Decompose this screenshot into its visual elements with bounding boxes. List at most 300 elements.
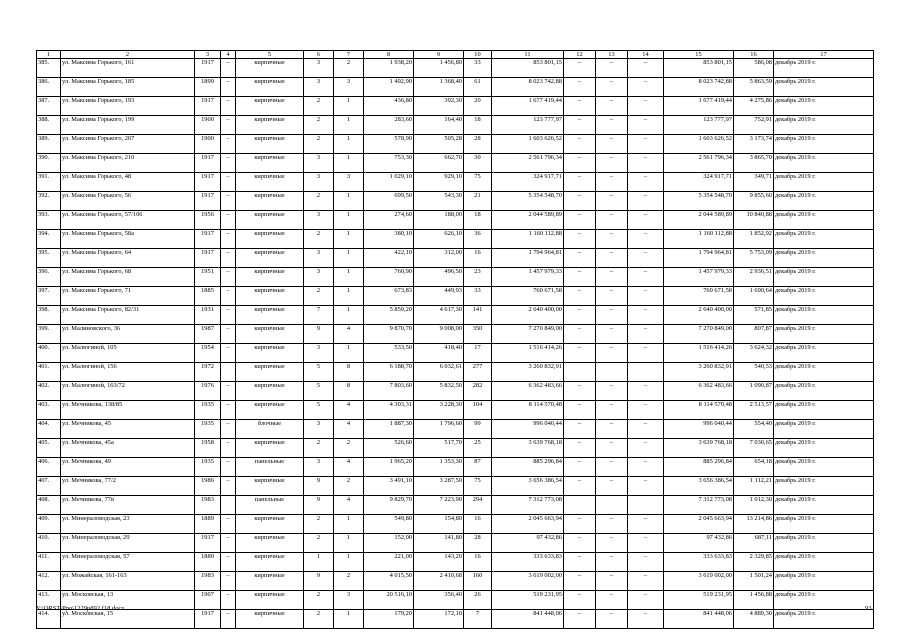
cell-total-area: 283,60 [364, 116, 414, 135]
cell-address: ул. Малюгиной, 105 [61, 344, 195, 363]
cell-cost-col-14: – [628, 420, 664, 439]
cell-year-reconstruction: – [221, 420, 236, 439]
column-number-8: 8 [364, 51, 414, 59]
cell-wall-material: кирпичные [236, 363, 304, 382]
cell-year-reconstruction: – [221, 515, 236, 534]
page-number: 93 [865, 605, 872, 612]
cell-living-area: 1 353,30 [414, 458, 464, 477]
cell-specific-cost: 4 275,86 [734, 97, 774, 116]
cell-cost-col-13: – [596, 230, 628, 249]
cell-cost-col-13: – [596, 610, 628, 629]
column-number-row [37, 51, 874, 59]
cell-total-cost: 1 677 419,44 [492, 97, 564, 116]
cell-floors: 3 [304, 154, 334, 173]
cell-entrances: 1 [334, 97, 364, 116]
cell-regional-funds: 7 270 849,00 [664, 325, 734, 344]
cell-living-area: 3 228,30 [414, 401, 464, 420]
cell-year-reconstruction: – [221, 591, 236, 610]
column-number-2: 2 [61, 51, 195, 59]
cell-cost-col-14 [628, 363, 664, 382]
cell-total-area: 179,20 [364, 610, 414, 629]
table-row [37, 553, 874, 572]
cell-entrances: 3 [334, 78, 364, 97]
cell-year-built: 1900 [195, 116, 221, 135]
cell-entrances: 1 [334, 192, 364, 211]
cell-total-area: 1 029,10 [364, 173, 414, 192]
cell-regional-funds: 3 619 002,00 [664, 572, 734, 591]
cell-living-area: 4 617,30 [414, 306, 464, 325]
cell-cost-col-12: – [564, 230, 596, 249]
cell-entrances: 1 [334, 135, 364, 154]
cell-cost-col-12: – [564, 173, 596, 192]
cell-cost-col-12: – [564, 306, 596, 325]
cell-total-area: 274,60 [364, 211, 414, 230]
cell-regional-funds: 2 045 663,94 [664, 515, 734, 534]
cell-specific-cost: 10 840,88 [734, 211, 774, 230]
cell-year-reconstruction: – [221, 78, 236, 97]
cell-cost-col-13: – [596, 382, 628, 401]
cell-specific-cost: 654,18 [734, 458, 774, 477]
cell-regional-funds: 333 633,83 [664, 553, 734, 572]
cell-living-area: 517,70 [414, 439, 464, 458]
cell-deadline: декабрь 2019 г. [774, 553, 874, 572]
cell-entrances: 1 [334, 515, 364, 534]
cell-floors: 2 [304, 116, 334, 135]
cell-cost-col-12: – [564, 477, 596, 496]
cell-living-area: 7 223,90 [414, 496, 464, 515]
cell-residents: 30 [464, 154, 492, 173]
cell-cost-col-13 [596, 496, 628, 515]
cell-living-area: 1 456,80 [414, 59, 464, 78]
cell-total-area: 526,60 [364, 439, 414, 458]
cell-cost-col-14: – [628, 135, 664, 154]
cell-year-built: 1954 [195, 344, 221, 363]
cell-cost-col-13: – [596, 458, 628, 477]
cell-specific-cost: 2 329,85 [734, 553, 774, 572]
cell-wall-material: кирпичные [236, 59, 304, 78]
table-row [37, 192, 874, 211]
cell-entrances: 8 [334, 363, 364, 382]
table-row [37, 59, 874, 78]
cell-entrances: 1 [334, 268, 364, 287]
cell-regional-funds: 885 296,84 [664, 458, 734, 477]
cell-residents: 33 [464, 287, 492, 306]
cell-entrances: 1 [334, 211, 364, 230]
cell-regional-funds: 1 603 626,52 [664, 135, 734, 154]
cell-address: ул. Максима Горького, 57/106 [61, 211, 195, 230]
cell-cost-col-14: – [628, 344, 664, 363]
cell-total-area: 4 015,50 [364, 572, 414, 591]
cell-living-area: 9 008,00 [414, 325, 464, 344]
cell-living-area: 1 368,40 [414, 78, 464, 97]
cell-living-area: 143,20 [414, 553, 464, 572]
column-number-16: 16 [734, 51, 774, 59]
cell-wall-material: кирпичные [236, 325, 304, 344]
cell-total-area: 20 516,10 [364, 591, 414, 610]
cell-year-reconstruction: – [221, 553, 236, 572]
table-row [37, 496, 874, 515]
cell-deadline: декабрь 2019 г. [774, 192, 874, 211]
cell-regional-funds: 1 794 964,81 [664, 249, 734, 268]
cell-total-area: 380,10 [364, 230, 414, 249]
cell-wall-material: кирпичные [236, 211, 304, 230]
cell-year-reconstruction [221, 496, 236, 515]
cell-residents: 75 [464, 477, 492, 496]
cell-address: ул. Максима Горького, 207 [61, 135, 195, 154]
cell-deadline: декабрь 2019 г. [774, 325, 874, 344]
cell-living-area: 154,80 [414, 515, 464, 534]
cell-address: ул. Максима Горького, 48 [61, 173, 195, 192]
cell-cost-col-13: – [596, 344, 628, 363]
cell-deadline: декабрь 2019 г. [774, 59, 874, 78]
cell-total-cost: 996 040,44 [492, 420, 564, 439]
cell-total-cost: 1 160 112,88 [492, 230, 564, 249]
cell-regional-funds: 996 040,44 [664, 420, 734, 439]
cell-floors: 3 [304, 344, 334, 363]
cell-cost-col-14: – [628, 211, 664, 230]
table-row [37, 78, 874, 97]
cell-year-built: 1917 [195, 534, 221, 553]
cell-regional-funds: 1 457 979,33 [664, 268, 734, 287]
cell-deadline: декабрь 2019 г. [774, 211, 874, 230]
cell-regional-funds: 1 516 414,26 [664, 344, 734, 363]
table-row [37, 458, 874, 477]
cell-living-area: 626,10 [414, 230, 464, 249]
cell-total-cost: 1 603 626,52 [492, 135, 564, 154]
cell-regional-funds: 8 023 742,88 [664, 78, 734, 97]
cell-address: ул. Мечникова, 138/85 [61, 401, 195, 420]
cell-living-area: 543,30 [414, 192, 464, 211]
cell-floors: 2 [304, 591, 334, 610]
column-number-13: 13 [596, 51, 628, 59]
cell-total-area: 5 859,20 [364, 306, 414, 325]
cell-year-built: 1986 [195, 477, 221, 496]
cell-cost-col-12: – [564, 192, 596, 211]
cell-entrances: 4 [334, 458, 364, 477]
cell-cost-col-12: – [564, 591, 596, 610]
table-row [37, 344, 874, 363]
cell-cost-col-14: – [628, 78, 664, 97]
cell-residents: 18 [464, 211, 492, 230]
cell-address: ул. Максима Горького, 210 [61, 154, 195, 173]
column-number-11: 11 [492, 51, 564, 59]
footer-file-path: Y:\ORST\Ppo\1229p892.f18.docx [36, 605, 125, 612]
cell-total-area: 6 188,70 [364, 363, 414, 382]
cell-cost-col-12: – [564, 458, 596, 477]
cell-cost-col-14 [628, 496, 664, 515]
cell-address: ул. Малиновского, 36 [61, 325, 195, 344]
column-number-6: 6 [304, 51, 334, 59]
cell-deadline: декабрь 2019 г. [774, 363, 874, 382]
cell-deadline: декабрь 2019 г. [774, 439, 874, 458]
cell-year-reconstruction: – [221, 230, 236, 249]
cell-address: ул. Максима Горького, 68 [61, 268, 195, 287]
cell-cost-col-14: – [628, 59, 664, 78]
cell-entrances: 1 [334, 610, 364, 629]
cell-year-reconstruction: – [221, 572, 236, 591]
cell-cost-col-13: – [596, 154, 628, 173]
cell-living-area: 356,40 [414, 591, 464, 610]
cell-specific-cost: 1 852,92 [734, 230, 774, 249]
cell-cost-col-14: – [628, 515, 664, 534]
cell-specific-cost: 807,87 [734, 325, 774, 344]
cell-entrances: 4 [334, 401, 364, 420]
cell-residents: 28 [464, 135, 492, 154]
cell-address: ул. Максима Горького, 199 [61, 116, 195, 135]
cell-year-built: 1987 [195, 325, 221, 344]
cell-cost-col-13: – [596, 572, 628, 591]
cell-floors: 5 [304, 382, 334, 401]
column-number-3: 3 [195, 51, 221, 59]
cell-cost-col-13: – [596, 173, 628, 192]
cell-residents: 36 [464, 230, 492, 249]
table-row [37, 306, 874, 325]
cell-total-area: 1 887,30 [364, 420, 414, 439]
cell-specific-cost: 1 112,21 [734, 477, 774, 496]
cell-address: ул. Максима Горького, 161 [61, 59, 195, 78]
table-row [37, 173, 874, 192]
cell-deadline: декабрь 2019 г. [774, 496, 874, 515]
cell-residents: 33 [464, 59, 492, 78]
cell-total-cost: 2 045 663,94 [492, 515, 564, 534]
cell-year-built: 1917 [195, 249, 221, 268]
cell-cost-col-13: – [596, 116, 628, 135]
cell-wall-material: кирпичные [236, 230, 304, 249]
cell-regional-funds: 3 639 768,18 [664, 439, 734, 458]
cell-address: ул. Малюгиной, 156 [61, 363, 195, 382]
cell-specific-cost: 349,71 [734, 173, 774, 192]
housing-table [36, 50, 874, 629]
cell-row-number: 395. [37, 249, 61, 268]
cell-residents: 282 [464, 382, 492, 401]
cell-year-reconstruction: – [221, 268, 236, 287]
cell-total-area: 1 492,90 [364, 78, 414, 97]
cell-cost-col-14: – [628, 116, 664, 135]
cell-row-number: 414. [37, 610, 61, 629]
cell-deadline: декабрь 2019 г. [774, 173, 874, 192]
cell-living-area: 1 796,60 [414, 420, 464, 439]
cell-total-area: 422,10 [364, 249, 414, 268]
cell-residents: 28 [464, 534, 492, 553]
cell-specific-cost: 571,85 [734, 306, 774, 325]
cell-year-reconstruction: – [221, 116, 236, 135]
cell-total-area: 3 491,10 [364, 477, 414, 496]
column-number-9: 9 [414, 51, 464, 59]
cell-wall-material: кирпичные [236, 572, 304, 591]
cell-total-cost: 2 640 400,00 [492, 306, 564, 325]
cell-floors: 2 [304, 610, 334, 629]
cell-row-number: 402. [37, 382, 61, 401]
table-row [37, 420, 874, 439]
cell-year-built: 1917 [195, 192, 221, 211]
cell-cost-col-13: – [596, 591, 628, 610]
cell-cost-col-14: – [628, 477, 664, 496]
cell-cost-col-14: – [628, 401, 664, 420]
cell-regional-funds: 6 362 483,66 [664, 382, 734, 401]
cell-deadline: декабрь 2019 г. [774, 344, 874, 363]
cell-regional-funds: 841 448,06 [664, 610, 734, 629]
cell-year-built: 1917 [195, 59, 221, 78]
cell-cost-col-13: – [596, 59, 628, 78]
cell-cost-col-13: – [596, 306, 628, 325]
cell-floors: 2 [304, 97, 334, 116]
cell-entrances: 2 [334, 477, 364, 496]
cell-row-number: 403. [37, 401, 61, 420]
cell-cost-col-13: – [596, 534, 628, 553]
table-row [37, 515, 874, 534]
cell-deadline: декабрь 2019 г. [774, 572, 874, 591]
cell-cost-col-12: – [564, 249, 596, 268]
cell-residents: 141 [464, 306, 492, 325]
cell-regional-funds: 1 160 112,88 [664, 230, 734, 249]
cell-year-built: 1935 [195, 458, 221, 477]
table-row [37, 287, 874, 306]
cell-deadline: декабрь 2019 г. [774, 591, 874, 610]
cell-total-area: 9 829,70 [364, 496, 414, 515]
cell-regional-funds: 97 432,86 [664, 534, 734, 553]
cell-year-reconstruction: – [221, 610, 236, 629]
cell-residents: 294 [464, 496, 492, 515]
cell-entrances: 8 [334, 382, 364, 401]
cell-address: ул. Мечникова, 49 [61, 458, 195, 477]
cell-year-reconstruction [221, 363, 236, 382]
cell-total-cost: 519 231,95 [492, 591, 564, 610]
cell-year-built: 1931 [195, 306, 221, 325]
cell-cost-col-12: – [564, 116, 596, 135]
cell-year-reconstruction: – [221, 534, 236, 553]
cell-row-number: 398. [37, 306, 61, 325]
cell-wall-material: кирпичные [236, 173, 304, 192]
cell-floors: 1 [304, 553, 334, 572]
cell-residents: 104 [464, 401, 492, 420]
cell-cost-col-13: – [596, 401, 628, 420]
cell-row-number: 406. [37, 458, 61, 477]
cell-cost-col-13: – [596, 192, 628, 211]
cell-wall-material: кирпичные [236, 154, 304, 173]
cell-cost-col-13: – [596, 97, 628, 116]
table-row [37, 268, 874, 287]
cell-total-cost: 3 260 832,91 [492, 363, 564, 382]
cell-row-number: 388. [37, 116, 61, 135]
cell-floors: 3 [304, 59, 334, 78]
cell-year-built: 1885 [195, 287, 221, 306]
cell-living-area: 188,00 [414, 211, 464, 230]
cell-specific-cost: 1 501,24 [734, 572, 774, 591]
cell-cost-col-14: – [628, 458, 664, 477]
cell-year-reconstruction: – [221, 382, 236, 401]
cell-living-area: 164,40 [414, 116, 464, 135]
cell-address: ул. Максима Горького, 71 [61, 287, 195, 306]
cell-year-reconstruction: – [221, 439, 236, 458]
cell-cost-col-14: – [628, 192, 664, 211]
cell-cost-col-13: – [596, 287, 628, 306]
cell-wall-material: кирпичные [236, 382, 304, 401]
cell-year-reconstruction: – [221, 477, 236, 496]
cell-regional-funds: 2 044 589,89 [664, 211, 734, 230]
cell-residents: 21 [464, 192, 492, 211]
cell-residents: 350 [464, 325, 492, 344]
cell-address: ул. Максима Горького, 58а [61, 230, 195, 249]
cell-deadline: декабрь 2019 г. [774, 97, 874, 116]
cell-entrances: 1 [334, 287, 364, 306]
cell-residents: 26 [464, 591, 492, 610]
cell-deadline: декабрь 2019 г. [774, 116, 874, 135]
cell-specific-cost: 3 624,32 [734, 344, 774, 363]
cell-year-reconstruction: – [221, 306, 236, 325]
cell-address: ул. Мечникова, 45а [61, 439, 195, 458]
cell-regional-funds: 324 917,71 [664, 173, 734, 192]
cell-year-reconstruction: – [221, 59, 236, 78]
cell-residents: 16 [464, 249, 492, 268]
cell-year-reconstruction: – [221, 249, 236, 268]
cell-total-cost: 2 044 589,89 [492, 211, 564, 230]
cell-cost-col-14: – [628, 325, 664, 344]
cell-address: ул. Московская, 15 [61, 610, 195, 629]
cell-living-area: 6 032,61 [414, 363, 464, 382]
cell-wall-material: кирпичные [236, 439, 304, 458]
cell-year-built: 1935 [195, 420, 221, 439]
cell-year-built: 1907 [195, 591, 221, 610]
cell-total-cost: 5 354 548,70 [492, 192, 564, 211]
cell-address: ул. Максима Горького, 193 [61, 97, 195, 116]
cell-total-cost: 123 777,97 [492, 116, 564, 135]
cell-entrances: 4 [334, 325, 364, 344]
table-row [37, 439, 874, 458]
cell-wall-material: блочные [236, 420, 304, 439]
cell-cost-col-13: – [596, 268, 628, 287]
cell-total-area: 1 965,20 [364, 458, 414, 477]
cell-entrances: 4 [334, 496, 364, 515]
cell-specific-cost: 2 936,51 [734, 268, 774, 287]
cell-row-number: 411. [37, 553, 61, 572]
table-row [37, 97, 874, 116]
cell-cost-col-12: – [564, 572, 596, 591]
column-number-10: 10 [464, 51, 492, 59]
cell-residents: 17 [464, 344, 492, 363]
cell-row-number: 396. [37, 268, 61, 287]
cell-entrances: 1 [334, 344, 364, 363]
cell-cost-col-13: – [596, 135, 628, 154]
cell-specific-cost: 1 090,87 [734, 382, 774, 401]
cell-total-cost: 1 516 414,26 [492, 344, 564, 363]
cell-specific-cost: 13 214,86 [734, 515, 774, 534]
cell-row-number: 391. [37, 173, 61, 192]
table-row [37, 325, 874, 344]
cell-residents: 16 [464, 553, 492, 572]
cell-entrances: 4 [334, 420, 364, 439]
cell-living-area: 312,00 [414, 249, 464, 268]
cell-specific-cost: 554,40 [734, 420, 774, 439]
cell-cost-col-14: – [628, 591, 664, 610]
cell-cost-col-14: – [628, 230, 664, 249]
cell-specific-cost: 5 753,09 [734, 249, 774, 268]
cell-living-area: 141,80 [414, 534, 464, 553]
cell-year-built: 1983 [195, 496, 221, 515]
cell-living-area: 929,10 [414, 173, 464, 192]
cell-year-reconstruction: – [221, 173, 236, 192]
cell-living-area: 172,10 [414, 610, 464, 629]
table-row [37, 249, 874, 268]
cell-total-area: 673,83 [364, 287, 414, 306]
cell-regional-funds: 760 671,58 [664, 287, 734, 306]
cell-cost-col-12: – [564, 211, 596, 230]
cell-year-reconstruction: – [221, 154, 236, 173]
cell-row-number: 392. [37, 192, 61, 211]
cell-year-built: 1972 [195, 363, 221, 382]
column-number-7: 7 [334, 51, 364, 59]
cell-cost-col-14: – [628, 97, 664, 116]
cell-cost-col-13 [596, 363, 628, 382]
